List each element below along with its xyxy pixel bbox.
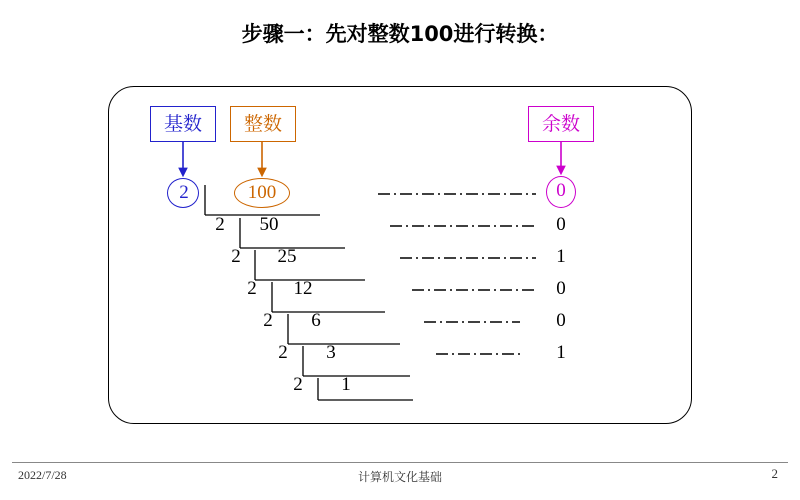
- remainder-1: 0: [556, 214, 566, 235]
- footer-divider: [12, 462, 788, 463]
- footer-page-number: 2: [771, 466, 778, 481]
- remainder-2: 1: [556, 246, 566, 267]
- divisor-2: 2: [231, 246, 241, 267]
- divisor-5: 2: [278, 342, 288, 363]
- footer-title: 计算机文化基础: [357, 470, 442, 484]
- quotient-0: 100: [247, 182, 277, 203]
- quotient-4: 6: [311, 310, 321, 331]
- quotient-3: 12: [293, 278, 313, 299]
- remainder-4: 0: [556, 310, 566, 331]
- quotient-2: 25: [277, 246, 297, 267]
- divisor-0: 2: [179, 182, 189, 203]
- remainder-3: 0: [556, 278, 566, 299]
- legend-integer-label: 整数: [230, 106, 296, 142]
- quotient-1: 50: [259, 214, 279, 235]
- divisor-3: 2: [247, 278, 257, 299]
- page-title: 步骤一：先对整数100进行转换：: [241, 22, 559, 46]
- footer-date: 2022/7/28: [18, 468, 67, 482]
- divisor-4: 2: [263, 310, 273, 331]
- legend-remainder-label: 余数: [528, 106, 594, 142]
- divisor-6: 2: [293, 374, 303, 395]
- divisor-1: 2: [215, 214, 225, 235]
- quotient-6: 1: [341, 374, 351, 395]
- remainder-0: 0: [556, 180, 566, 201]
- remainder-5: 1: [556, 342, 566, 363]
- legend-base-label: 基数: [150, 106, 216, 142]
- quotient-5: 3: [326, 342, 336, 363]
